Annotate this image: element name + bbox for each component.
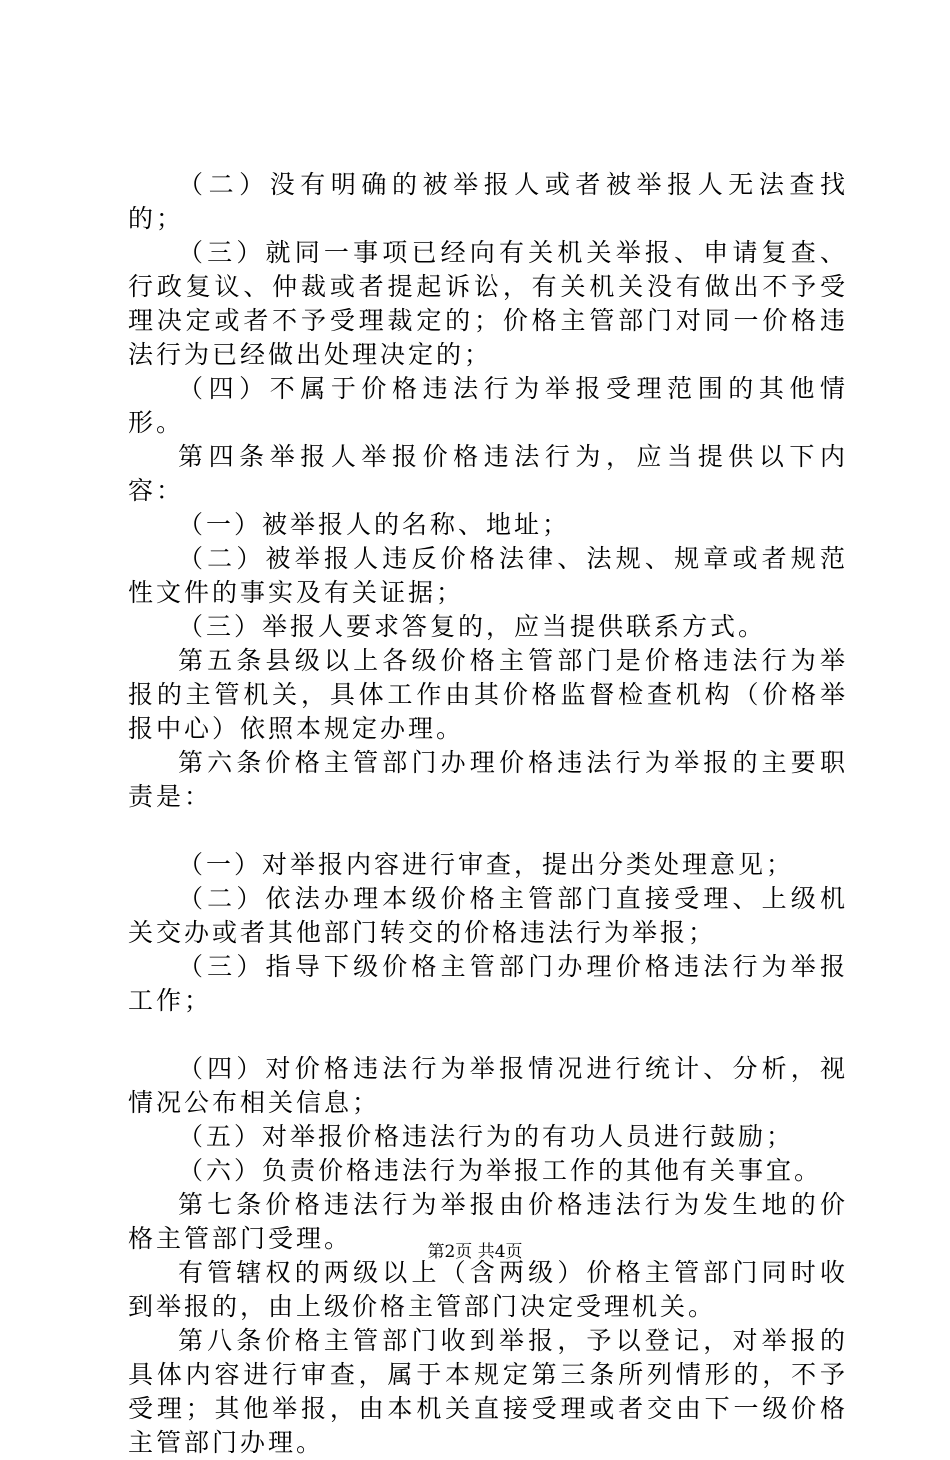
page-number-footer: 第2页 共4页 bbox=[427, 1242, 523, 1262]
paragraph-item-4: （四）不属于价格违法行为举报受理范围的其他情形。 bbox=[128, 374, 848, 437]
article-7: 第七条价格违法行为举报由价格违法行为发生地的价格主管部门受理。 bbox=[128, 1190, 848, 1253]
paragraph-item-3: （三）就同一事项已经向有关机关举报、申请复查、行政复议、仲裁或者提起诉讼，有关机关没有做出不予受理决定或者不予受理裁定的；价格主管部门对同一价格违法行为已经做出处理决定的； bbox=[128, 238, 848, 369]
article-6-item-6: （六）负责价格违法行为举报工作的其他有关事宜。 bbox=[178, 1156, 823, 1185]
article-8: 第八条价格主管部门收到举报，予以登记，对举报的具体内容进行审查，属于本规定第三条所列情形的，不予受理；其他举报，由本机关直接受理或者交由下一级价格主管部门办理。 bbox=[128, 1326, 848, 1457]
article-5: 第五条县级以上各级价格主管部门是价格违法行为举报的主管机关，具体工作由其价格监督检查机构（价格举报中心）依照本规定办理。 bbox=[128, 646, 848, 743]
paragraph-item-2: （二）没有明确的被举报人或者被举报人无法查找的； bbox=[128, 170, 848, 233]
article-6-item-1: （一）对举报内容进行审查，提出分类处理意见； bbox=[178, 850, 795, 879]
article-6-item-2: （二）依法办理本级价格主管部门直接受理、上级机关交办或者其他部门转交的价格违法行为举报； bbox=[128, 884, 848, 947]
article-4: 第四条举报人举报价格违法行为，应当提供以下内容： bbox=[128, 442, 848, 505]
article-6-item-4: （四）对价格违法行为举报情况进行统计、分析，视情况公布相关信息； bbox=[128, 1054, 848, 1117]
article-6-item-5: （五）对举报价格违法行为的有功人员进行鼓励； bbox=[178, 1122, 795, 1151]
article-6-item-3: （三）指导下级价格主管部门办理价格违法行为举报工作； bbox=[128, 952, 848, 1015]
article-4-item-1: （一）被举报人的名称、地址； bbox=[178, 510, 571, 539]
document-body bbox=[128, 168, 848, 1460]
article-6: 第六条价格主管部门办理价格违法行为举报的主要职责是： bbox=[128, 748, 848, 811]
article-4-item-3: （三）举报人要求答复的，应当提供联系方式。 bbox=[178, 612, 767, 641]
article-7-clause: 有管辖权的两级以上（含两级）价格主管部门同时收到举报的，由上级价格主管部门决定受理机关。 bbox=[128, 1258, 848, 1321]
article-4-item-2: （二）被举报人违反价格法律、法规、规章或者规范性文件的事实及有关证据； bbox=[128, 544, 848, 607]
